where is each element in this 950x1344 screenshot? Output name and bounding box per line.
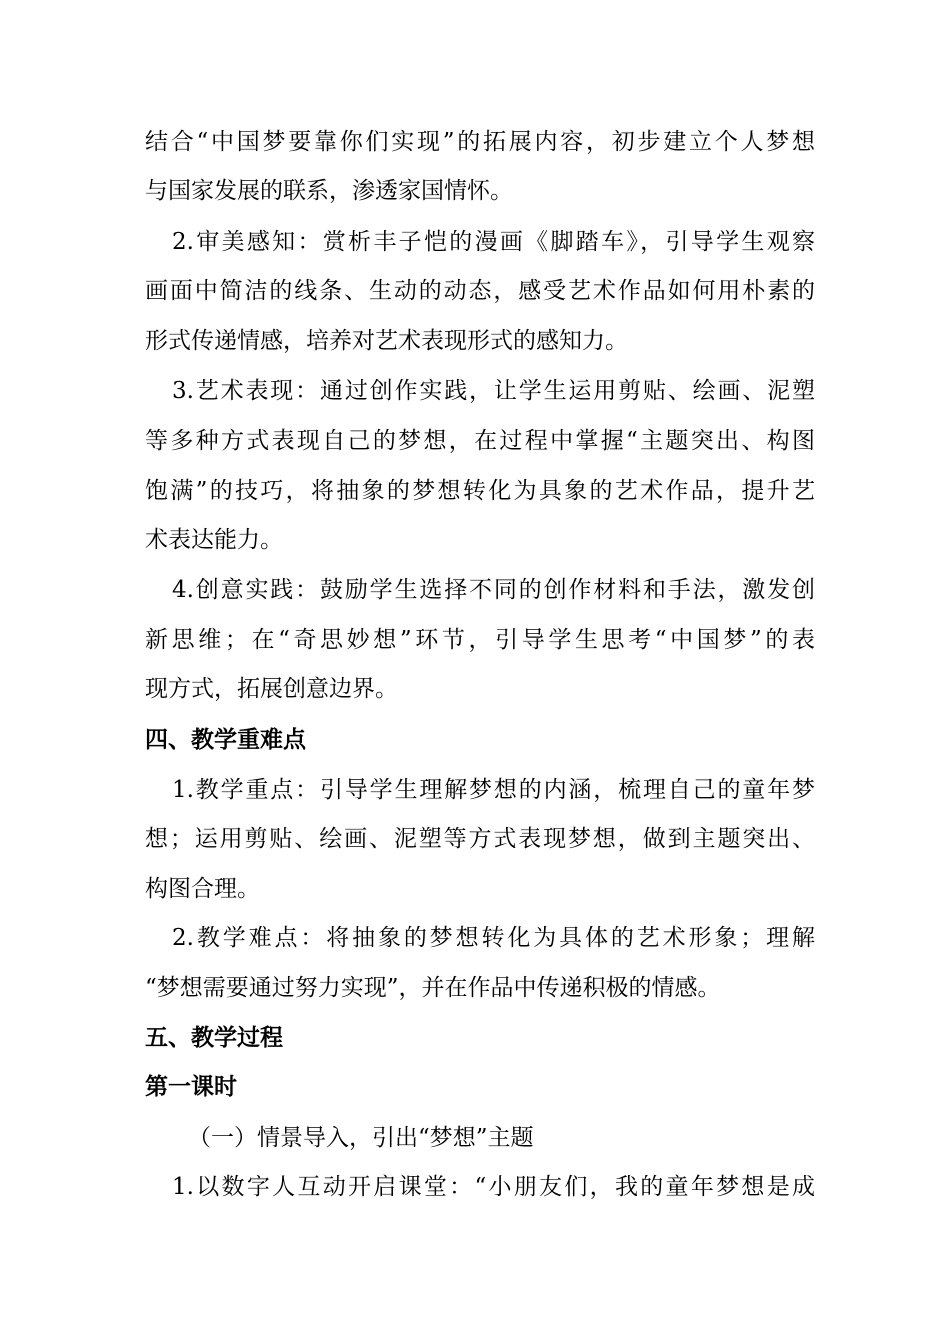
section-heading: 五、教学过程	[145, 1025, 283, 1051]
paragraph-line: 饱满”的技巧，将抽象的梦想转化为具象的艺术作品，提升艺	[145, 478, 815, 504]
paragraph-line: 构图合理。	[145, 876, 260, 902]
paragraph-line: 结合“中国梦要靠你们实现”的拓展内容，初步建立个人梦想	[145, 129, 815, 155]
paragraph-line: “梦想需要通过努力实现”，并在作品中传递积极的情感。	[145, 975, 721, 1001]
paragraph-line: 3.艺术表现：通过创作实践，让学生运用剪贴、绘画、泥塑	[172, 378, 815, 404]
paragraph-line: 与国家发展的联系，渗透家国情怀。	[145, 178, 513, 204]
paragraph-line: 术表达能力。	[145, 527, 283, 553]
paragraph-line: 1.以数字人互动开启课堂：“小朋友们，我的童年梦想是成	[172, 1174, 815, 1200]
paragraph-line: 现方式，拓展创意边界。	[145, 676, 398, 702]
paragraph-line: 2.审美感知：赏析丰子恺的漫画《脚踏车》，引导学生观察	[172, 229, 815, 255]
section-heading: 四、教学重难点	[145, 727, 306, 753]
paragraph-line: 2.教学难点：将抽象的梦想转化为具体的艺术形象；理解	[172, 925, 815, 951]
paragraph-line: （一）情景导入，引出“梦想”主题	[188, 1125, 534, 1151]
subsection-heading: 第一课时	[145, 1074, 237, 1100]
paragraph-line: 1.教学重点：引导学生理解梦想的内涵，梳理自己的童年梦	[172, 777, 815, 803]
paragraph-line: 想；运用剪贴、绘画、泥塑等方式表现梦想，做到主题突出、	[145, 826, 815, 852]
paragraph-line: 新思维；在“奇思妙想”环节，引导学生思考“中国梦”的表	[145, 627, 815, 653]
paragraph-line: 画面中简洁的线条、生动的动态，感受艺术作品如何用朴素的	[145, 278, 815, 304]
paragraph-line: 4.创意实践：鼓励学生选择不同的创作材料和手法，激发创	[172, 577, 815, 603]
paragraph-line: 等多种方式表现自己的梦想，在过程中掌握“主题突出、构图	[145, 428, 815, 454]
paragraph-line: 形式传递情感，培养对艺术表现形式的感知力。	[145, 328, 628, 354]
